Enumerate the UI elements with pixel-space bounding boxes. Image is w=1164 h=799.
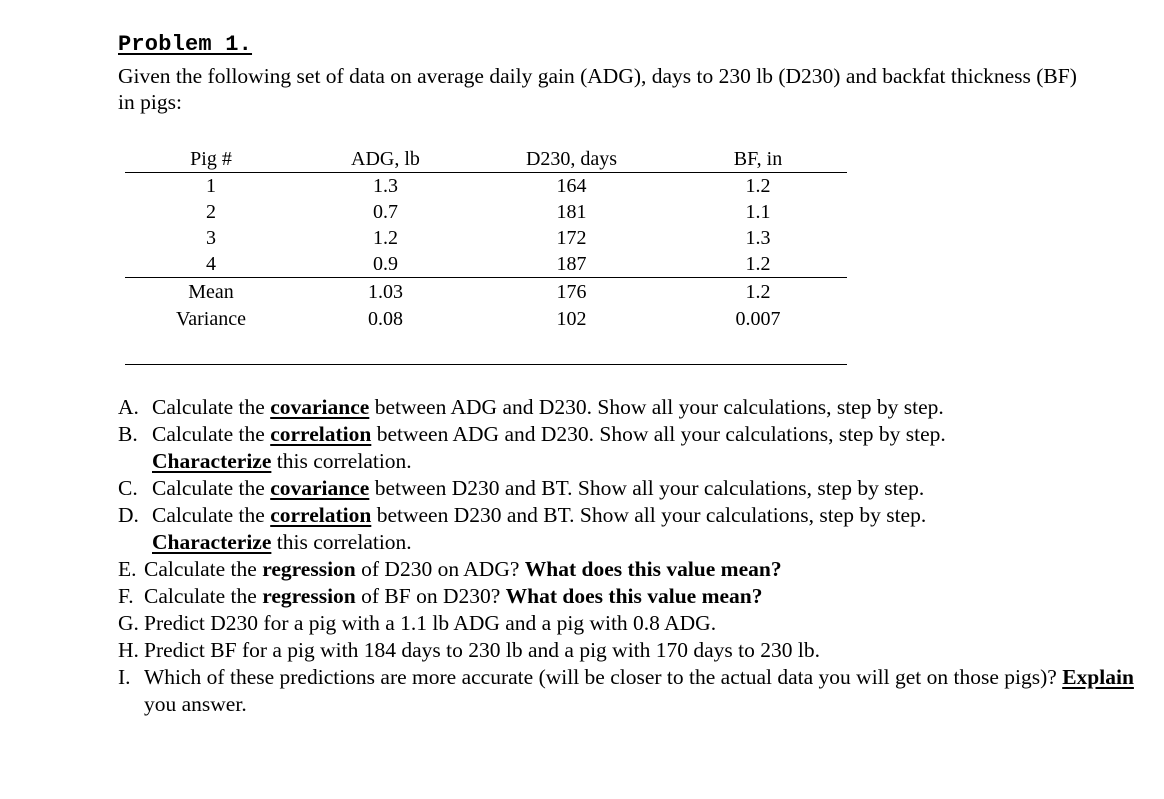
- cell: 4: [125, 251, 297, 278]
- table-row-variance: [125, 305, 847, 332]
- cell: Mean: [188, 280, 234, 303]
- cell: 0.9: [297, 251, 474, 278]
- emphasis: What does this value mean?: [524, 557, 782, 581]
- cell: 1.3: [745, 227, 771, 249]
- question-label: A.: [118, 395, 139, 419]
- table-bottom-rule: [125, 364, 847, 365]
- cell: 2: [206, 201, 216, 223]
- problem-title: Problem 1.: [118, 32, 253, 57]
- question-g: G. Predict D230 for a pig with a 1.1 lb ADG and a pig with 0.8 ADG.: [118, 611, 717, 635]
- keyword: covariance: [270, 395, 370, 419]
- question-label: I.: [118, 665, 131, 689]
- cell: 1: [206, 175, 216, 197]
- question-label: D.: [118, 503, 139, 527]
- cell: 187: [474, 251, 669, 278]
- question-f: F. Calculate the regression of BF on D230? What does this value mean?: [118, 584, 763, 608]
- cell: 172: [556, 227, 587, 249]
- cell: 1.2: [669, 251, 847, 278]
- cell: 0.007: [735, 307, 781, 330]
- header-pig: Pig #: [125, 146, 297, 173]
- cell: 102: [556, 307, 587, 330]
- table-row: [125, 251, 847, 278]
- question-label: B.: [118, 422, 138, 446]
- question-i: I. Which of these predictions are more accurate (will be closer to the actual data you will get on those pigs)? Explain you answer.: [118, 665, 1134, 716]
- cell: 181: [556, 201, 587, 223]
- table-row: [125, 173, 847, 200]
- question-e: E. Calculate the regression of D230 on ADG? What does this value mean?: [118, 557, 782, 581]
- cell: 1.03: [368, 280, 403, 303]
- header-bf: BF, in: [669, 146, 847, 173]
- header-d230: D230, days: [474, 146, 669, 173]
- table-row: [125, 225, 847, 251]
- cell: 1.2: [373, 227, 398, 249]
- question-list: [118, 394, 1158, 718]
- data-table: [125, 146, 847, 332]
- cell: 1.1: [745, 201, 771, 223]
- keyword: regression: [262, 557, 356, 581]
- question-b: B. Calculate the correlation between ADG and D230. Show all your calculations, step by step. Characterize this correlation.: [118, 422, 946, 473]
- keyword: regression: [262, 584, 356, 608]
- keyword: Characterize: [152, 530, 272, 554]
- cell: 1.2: [745, 175, 771, 197]
- question-h: H. Predict BF for a pig with 184 days to 230 lb and a pig with 170 days to 230 lb.: [118, 638, 821, 662]
- cell: Variance: [176, 307, 246, 330]
- table-row: [125, 199, 847, 225]
- keyword: correlation: [270, 503, 372, 527]
- cell: 3: [206, 227, 216, 249]
- cell: 1.2: [745, 280, 771, 303]
- emphasis: What does this value mean?: [505, 584, 763, 608]
- keyword: covariance: [270, 476, 370, 500]
- cell: 164: [556, 175, 587, 197]
- keyword: Characterize: [152, 449, 272, 473]
- question-a: A. Calculate the covariance between ADG and D230. Show all your calculations, step by step.: [118, 395, 944, 419]
- cell: 1.3: [373, 175, 398, 197]
- keyword: correlation: [270, 422, 372, 446]
- question-d: D. Calculate the correlation between D230 and BT. Show all your calculations, step by step. Characterize this correlation.: [118, 503, 927, 554]
- cell: 0.08: [368, 307, 403, 330]
- keyword: Explain: [1062, 665, 1134, 689]
- cell: 176: [556, 280, 587, 303]
- question-label: E.: [118, 557, 137, 581]
- problem-intro: Given the following set of data on average daily gain (ADG), days to 230 lb (D230) and backfat thickness (BF) in pigs:: [118, 64, 1077, 114]
- question-c: C. Calculate the covariance between D230 and BT. Show all your calculations, step by step.: [118, 476, 925, 500]
- cell: 0.7: [373, 201, 398, 223]
- table-row-mean: [125, 278, 847, 306]
- table-header-row: [125, 146, 847, 173]
- header-adg: ADG, lb: [297, 146, 474, 173]
- question-label: C.: [118, 476, 138, 500]
- question-label: F.: [118, 584, 134, 608]
- question-label: H.: [118, 638, 139, 662]
- question-label: G.: [118, 611, 139, 635]
